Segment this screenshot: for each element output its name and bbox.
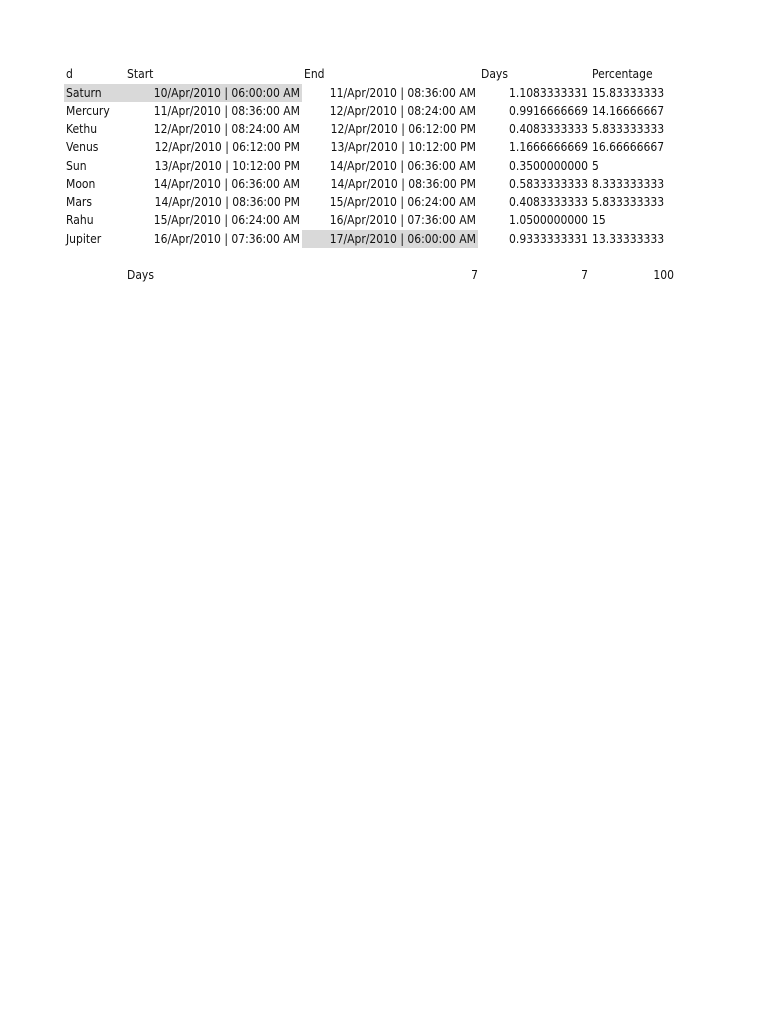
cell-days[interactable]: 0.4083333333 — [509, 195, 588, 209]
totals-days-b[interactable]: 7 — [581, 268, 588, 282]
cell-percentage[interactable]: 14.16666667 — [592, 103, 665, 118]
table-row — [0, 84, 768, 102]
header-planet[interactable]: d — [66, 67, 73, 81]
cell-days[interactable]: 1.1083333331 — [509, 85, 588, 100]
cell-start[interactable]: 16/Apr/2010 | 07:36:00 AM — [153, 231, 300, 246]
cell-days[interactable]: 0.9333333331 — [509, 231, 588, 246]
header-days[interactable]: Days — [481, 67, 508, 81]
table-row — [0, 120, 768, 138]
cell-planet[interactable]: Mars — [66, 195, 92, 209]
table-row — [0, 157, 768, 175]
cell-start[interactable]: 12/Apr/2010 | 06:12:00 PM — [154, 140, 300, 155]
cell-start[interactable]: 15/Apr/2010 | 06:24:00 AM — [153, 213, 300, 228]
cell-days[interactable]: 0.4083333333 — [509, 122, 588, 136]
cell-percentage[interactable]: 16.66666667 — [592, 140, 665, 155]
totals-percentage[interactable]: 100 — [653, 268, 674, 282]
cell-start[interactable]: 14/Apr/2010 | 06:36:00 AM — [153, 176, 300, 191]
cell-planet[interactable]: Kethu — [66, 122, 98, 136]
cell-planet[interactable]: Venus — [66, 140, 99, 155]
table-row — [0, 211, 768, 229]
cell-percentage[interactable]: 8.333333333 — [592, 176, 665, 191]
cell-end[interactable]: 17/Apr/2010 | 06:00:00 AM — [302, 230, 478, 248]
cell-planet[interactable]: Jupiter — [66, 231, 102, 246]
cell-days[interactable]: 0.3500000000 — [509, 158, 588, 173]
cell-planet[interactable]: Sun — [66, 158, 87, 173]
cell-planet[interactable]: Rahu — [66, 213, 94, 228]
cell-days[interactable]: 0.5833333333 — [509, 176, 588, 191]
cell-start[interactable]: 11/Apr/2010 | 08:36:00 AM — [153, 103, 300, 118]
cell-start[interactable]: 14/Apr/2010 | 08:36:00 PM — [154, 195, 300, 209]
cell-percentage[interactable]: 15 — [592, 213, 606, 228]
cell-end[interactable]: 16/Apr/2010 | 07:36:00 AM — [329, 213, 476, 228]
cell-percentage[interactable]: 5.833333333 — [592, 122, 665, 136]
cell-days[interactable]: 1.0500000000 — [509, 213, 588, 228]
totals-days-a[interactable]: 7 — [471, 268, 478, 282]
cell-planet[interactable]: Moon — [66, 176, 96, 191]
table-row — [0, 175, 768, 193]
header-percentage[interactable]: Percentage — [592, 67, 653, 81]
cell-start[interactable]: 12/Apr/2010 | 08:24:00 AM — [153, 122, 300, 136]
totals-label[interactable]: Days — [127, 268, 154, 282]
table-row — [0, 138, 768, 156]
totals-row — [0, 266, 768, 284]
header-row — [0, 65, 768, 83]
cell-end[interactable]: 15/Apr/2010 | 06:24:00 AM — [329, 195, 476, 209]
header-end[interactable]: End — [304, 67, 325, 81]
cell-start[interactable]: 10/Apr/2010 | 06:00:00 AM — [126, 84, 302, 102]
cell-planet[interactable]: Saturn — [64, 84, 126, 102]
cell-planet[interactable]: Mercury — [66, 103, 110, 118]
table-row — [0, 193, 768, 211]
cell-percentage[interactable]: 13.33333333 — [592, 231, 665, 246]
cell-end[interactable]: 12/Apr/2010 | 06:12:00 PM — [330, 122, 476, 136]
table-row — [0, 102, 768, 120]
cell-end[interactable]: 14/Apr/2010 | 06:36:00 AM — [329, 158, 476, 173]
cell-days[interactable]: 0.9916666669 — [509, 103, 588, 118]
table-row — [0, 230, 768, 248]
cell-end[interactable]: 13/Apr/2010 | 10:12:00 PM — [330, 140, 476, 155]
cell-end[interactable]: 14/Apr/2010 | 08:36:00 PM — [330, 176, 476, 191]
cell-percentage[interactable]: 5 — [592, 158, 599, 173]
cell-end[interactable]: 11/Apr/2010 | 08:36:00 AM — [329, 85, 476, 100]
cell-days[interactable]: 1.1666666669 — [509, 140, 588, 155]
header-start[interactable]: Start — [127, 67, 154, 81]
cell-end[interactable]: 12/Apr/2010 | 08:24:00 AM — [329, 103, 476, 118]
cell-percentage[interactable]: 15.83333333 — [592, 85, 665, 100]
cell-percentage[interactable]: 5.833333333 — [592, 195, 665, 209]
cell-start[interactable]: 13/Apr/2010 | 10:12:00 PM — [154, 158, 300, 173]
